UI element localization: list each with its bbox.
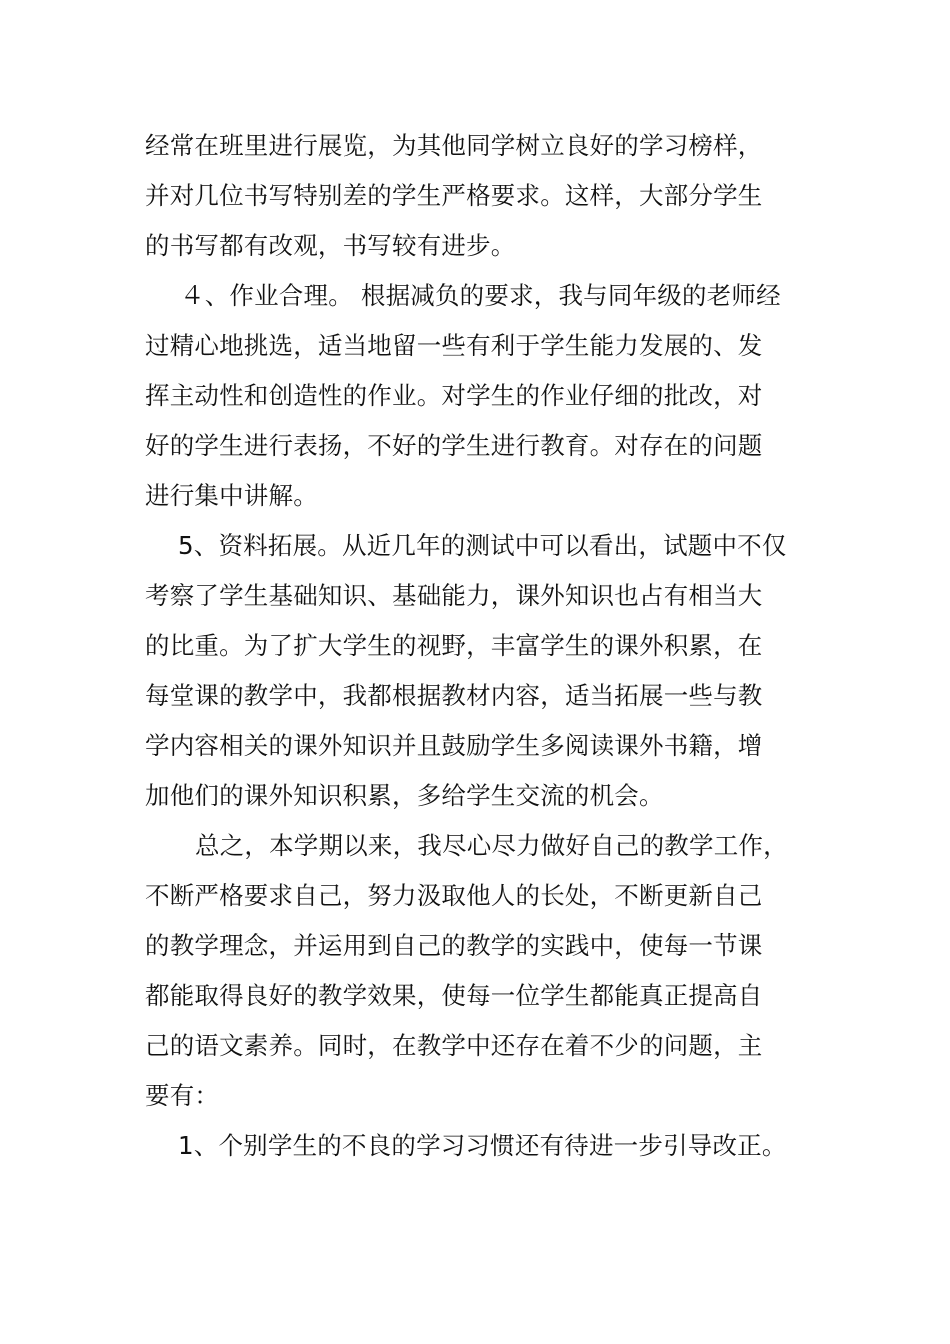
text-line: 都能取得良好的教学效果，使每一位学生都能真正提高自 bbox=[145, 981, 763, 1010]
text-line: 的教学理念，并运用到自己的教学的实践中，使每一节课 bbox=[145, 931, 763, 960]
text-line: 1、个别学生的不良的学习习惯还有待进一步引导改正。 bbox=[178, 1131, 787, 1160]
text-line: 要有： bbox=[145, 1081, 220, 1110]
text-line: 己的语文素养。同时，在教学中还存在着不少的问题，主 bbox=[145, 1031, 763, 1060]
text-line: 不断严格要求自己，努力汲取他人的长处，不断更新自己 bbox=[145, 881, 763, 910]
text-line: 的比重。为了扩大学生的视野，丰富学生的课外积累，在 bbox=[145, 631, 763, 660]
text-line: ４、作业合理。 根据减负的要求，我与同年级的老师经 bbox=[180, 281, 781, 310]
text-line: 5、资料拓展。从近几年的测试中可以看出，试题中不仅 bbox=[178, 531, 787, 560]
text-line: 经常在班里进行展览，为其他同学树立良好的学习榜样， bbox=[145, 131, 763, 160]
text-line: 过精心地挑选，适当地留一些有利于学生能力发展的、发 bbox=[145, 331, 763, 360]
text-line: 好的学生进行表扬，不好的学生进行教育。对存在的问题 bbox=[145, 431, 763, 460]
text-line: 进行集中讲解。 bbox=[145, 481, 318, 510]
text-line: 学内容相关的课外知识并且鼓励学生多阅读课外书籍，增 bbox=[145, 731, 763, 760]
text-line: 并对几位书写特别差的学生严格要求。这样，大部分学生 bbox=[145, 181, 763, 210]
text-line: 挥主动性和创造性的作业。对学生的作业仔细的批改，对 bbox=[145, 381, 763, 410]
text-line: 每堂课的教学中，我都根据教材内容，适当拓展一些与教 bbox=[145, 681, 763, 710]
text-line: 的书写都有改观，书写较有进步。 bbox=[145, 231, 516, 260]
text-line: 考察了学生基础知识、基础能力，课外知识也占有相当大 bbox=[145, 581, 763, 610]
text-line: 加他们的课外知识积累，多给学生交流的机会。 bbox=[145, 781, 664, 810]
text-line: 总之，本学期以来，我尽心尽力做好自己的教学工作， bbox=[195, 831, 788, 860]
